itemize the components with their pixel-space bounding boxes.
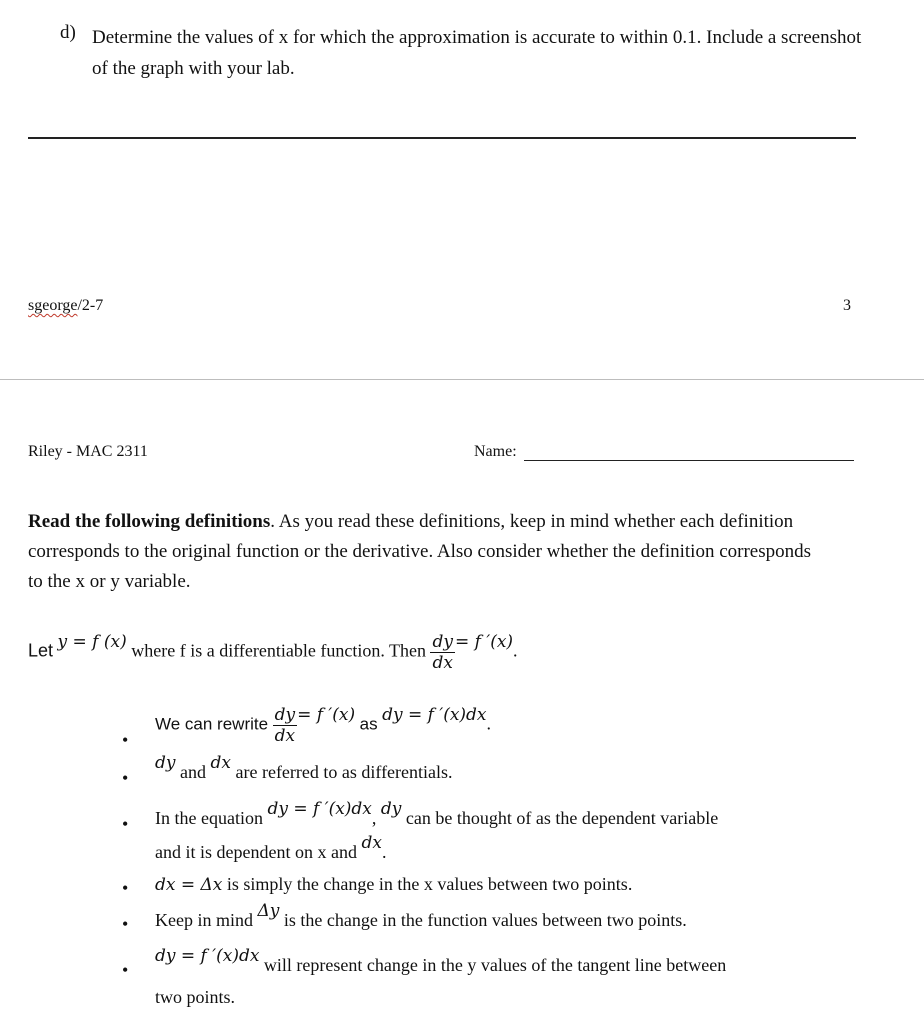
bullet-1-fraction	[273, 705, 298, 746]
answer-divider	[28, 137, 856, 139]
name-field-line	[524, 460, 854, 461]
derivative-fraction	[430, 632, 455, 673]
course-title: Riley - MAC 2311	[28, 443, 148, 460]
bullet-4-rest: is simply the change in the x values between two points.	[226, 874, 633, 894]
bullet-2-symbol: •	[122, 768, 129, 788]
bullet-3-eq: dy = f ′(x)dx	[267, 799, 372, 819]
derivative-rhs: = f ′(x)	[454, 631, 514, 652]
bullet-2-dy: dy	[155, 753, 176, 773]
page-separator	[0, 379, 924, 380]
bullet-4-eq: dx = Δx	[155, 875, 223, 895]
bullet-3-symbol: •	[122, 814, 129, 834]
bullet-5	[155, 901, 687, 931]
fraction-numerator: dy	[432, 632, 453, 652]
let-equation: y = f (x)	[57, 631, 127, 652]
bullet-5-rest: is the change in the function values between two points.	[283, 910, 687, 930]
bullet-2-dx: dx	[210, 753, 231, 773]
bullet-1-symbol: •	[122, 730, 129, 750]
bullet-3-end: .	[381, 842, 387, 862]
footer-suffix: /2-7	[77, 297, 104, 314]
bullet-5-symbol: •	[122, 914, 129, 934]
question-label: d)	[60, 22, 76, 43]
bullet-1-form: dy = f ′(x)dx	[382, 704, 487, 725]
page-number: 3	[843, 297, 851, 314]
let-word: Let	[28, 640, 54, 661]
bullet-3-line2-text: and it is dependent on x and	[155, 842, 357, 862]
bullet-6-symbol: •	[122, 960, 129, 980]
bullet-3-rest: can be thought of as the dependent variable	[405, 808, 719, 828]
let-statement	[28, 632, 518, 673]
bullet-4	[155, 874, 632, 895]
bullet-6-line2: two points.	[155, 987, 236, 1007]
bullet-3	[155, 799, 719, 829]
bullet-4-symbol: •	[122, 878, 129, 898]
bullet-3-line2	[155, 833, 387, 863]
bullet-1	[155, 705, 491, 746]
bullet-5-pre: Keep in mind	[155, 910, 253, 930]
bullet-1-numerator: dy	[274, 705, 296, 725]
bullet-3-pre: In the equation	[155, 808, 263, 828]
bullet-1-as: as	[359, 714, 378, 734]
bullet-5-dy: Δy	[257, 901, 280, 921]
fraction-denominator: dx	[432, 653, 453, 673]
bullet-2-rest: are referred to as differentials.	[235, 762, 453, 782]
bullet-1-denominator: dx	[274, 726, 296, 746]
footer-author: sgeorge	[28, 297, 78, 314]
name-label: Name:	[474, 443, 517, 460]
bullet-3-comma: ,	[371, 808, 377, 828]
intro-rest: . As you read these definitions, keep in mind whether each definition corresponds to the original function or the derivative. Also consider whether the definition corresponds to the x or y variable.	[28, 511, 812, 592]
bullet-3-dy: dy	[380, 799, 402, 819]
bullet-1-end: .	[486, 713, 492, 734]
let-end: .	[513, 640, 518, 661]
bullet-1-pre: We can rewrite	[155, 714, 269, 734]
bullet-3-dx: dx	[361, 833, 382, 853]
bullet-6-eq: dy = f ′(x)dx	[155, 946, 260, 966]
intro-bold: Read the following definitions	[28, 511, 271, 532]
intro-paragraph	[28, 507, 828, 597]
bullet-1-eq: = f ′(x)	[297, 704, 356, 725]
bullet-6-rest: will represent change in the y values of the tangent line between	[263, 955, 727, 975]
page-footer-left	[28, 297, 103, 315]
bullet-2	[155, 753, 453, 783]
let-middle-text: where f is a differentiable function. Then	[131, 640, 426, 661]
bullet-2-and: and	[180, 762, 206, 782]
question-text: Determine the values of x for which the approximation is accurate to within 0.1. Include a screenshot of the graph with your lab.	[92, 27, 862, 79]
bullet-6	[155, 946, 727, 976]
